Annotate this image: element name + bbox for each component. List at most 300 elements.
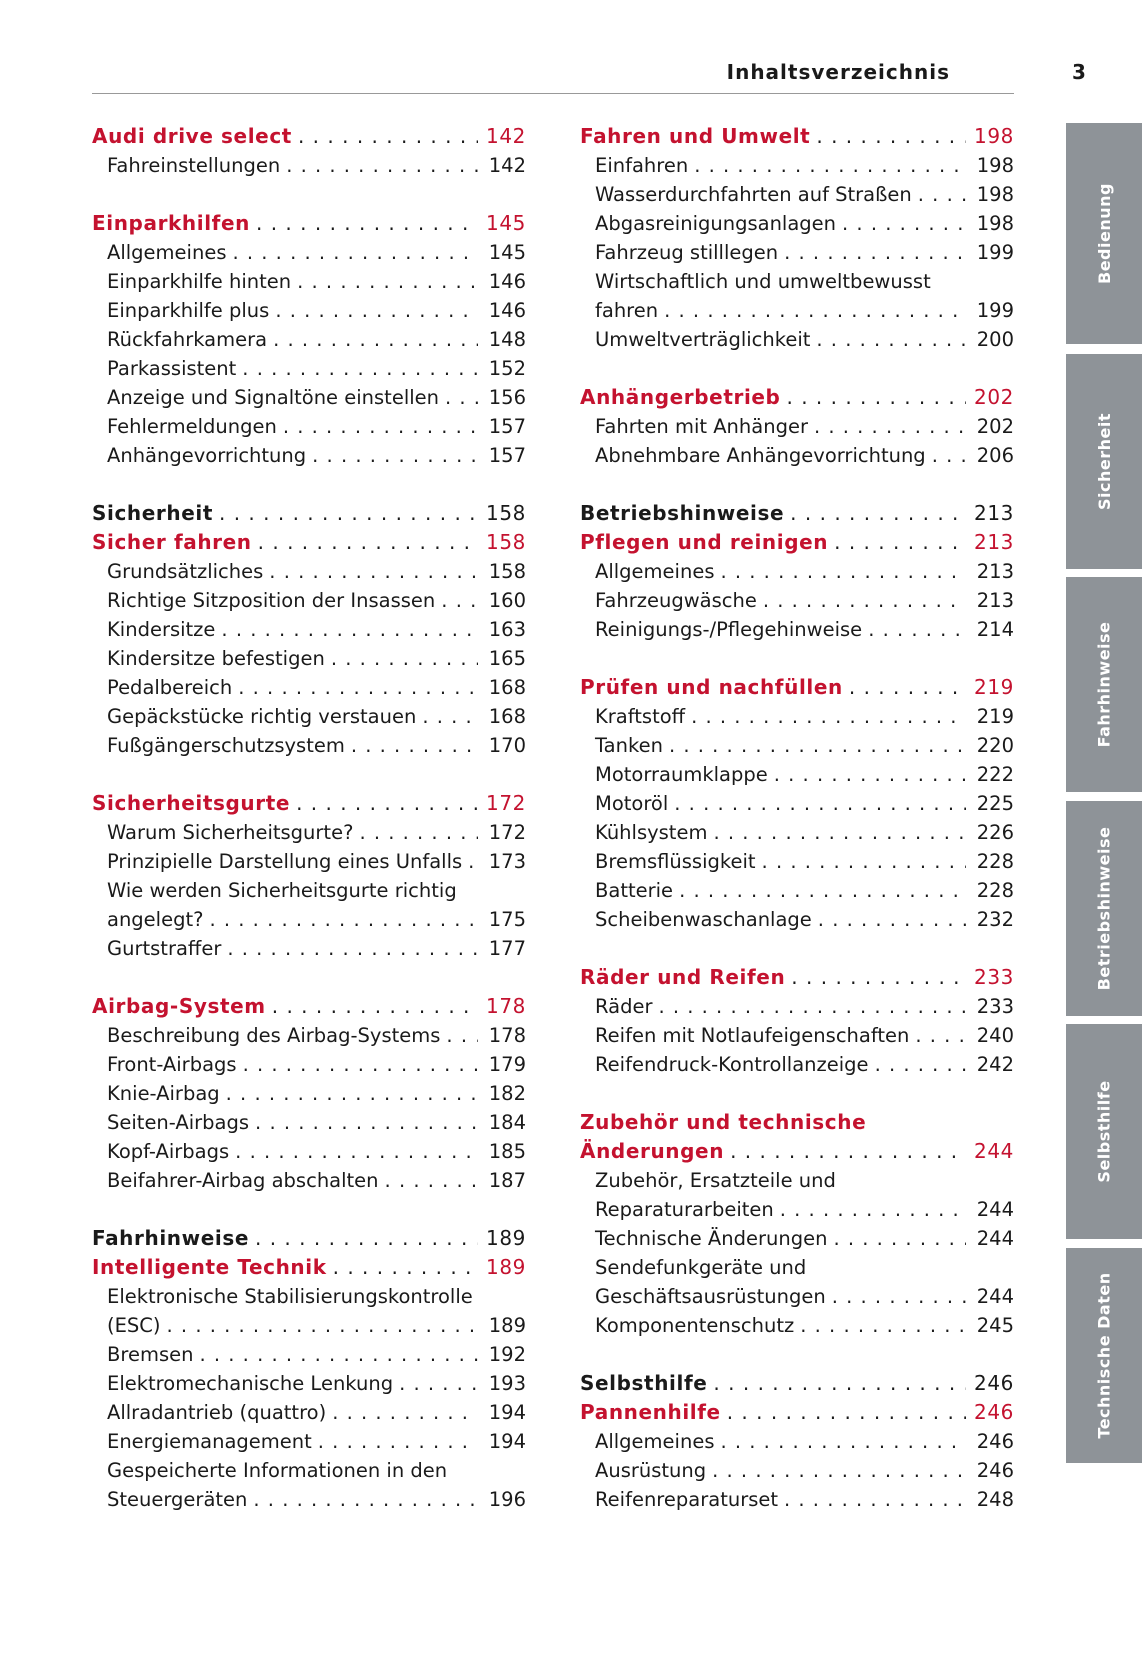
toc-entry-label: fahren xyxy=(595,299,659,322)
toc-entry-label: Fahrzeugwäsche xyxy=(595,589,757,612)
toc-spacer xyxy=(580,354,1014,383)
toc-entry[interactable] xyxy=(92,1021,526,1050)
dot-leader xyxy=(784,238,966,267)
dot-leader xyxy=(842,209,966,238)
dot-leader xyxy=(399,1369,478,1398)
toc-page-number: 248 xyxy=(976,1488,1014,1511)
toc-page-number: 213 xyxy=(974,501,1014,525)
toc-page-number: 240 xyxy=(976,1024,1014,1047)
toc-chapter-heading[interactable] xyxy=(580,1398,1014,1427)
toc-entry-label: Reifendruck-Kontrollanzeige xyxy=(595,1053,869,1076)
toc-entry-label: Gespeicherte Informationen in den xyxy=(107,1459,448,1482)
toc-page-number: 194 xyxy=(488,1430,526,1453)
chapter-tab-bedienung[interactable] xyxy=(1066,123,1142,344)
toc-entry-label: Beschreibung des Airbag-Systems xyxy=(107,1024,441,1047)
toc-page-number: 206 xyxy=(976,444,1014,467)
dot-leader xyxy=(332,1398,478,1427)
dot-leader xyxy=(269,557,478,586)
toc-page-number: 172 xyxy=(488,821,526,844)
dot-leader xyxy=(800,1311,966,1340)
chapter-tab-selbsthilfe[interactable] xyxy=(1066,1024,1142,1239)
toc-entry-label: Selbsthilfe xyxy=(580,1371,708,1395)
toc-page-number: 170 xyxy=(488,734,526,757)
chapter-tab-sicherheit[interactable] xyxy=(1066,354,1142,569)
toc-entry[interactable] xyxy=(92,1340,526,1369)
dot-leader xyxy=(918,180,966,209)
toc-entry-label: Audi drive select xyxy=(92,124,292,148)
dot-leader xyxy=(253,1485,478,1514)
toc-entry[interactable] xyxy=(580,412,1014,441)
toc-page-number: 142 xyxy=(488,154,526,177)
toc-entry-label: Reinigungs-/Pflegehinweise xyxy=(595,618,863,641)
toc-entry[interactable] xyxy=(92,615,526,644)
toc-entry-label: Anhängerbetrieb xyxy=(580,385,781,409)
toc-page-number: 160 xyxy=(488,589,526,612)
toc-entry[interactable] xyxy=(580,296,1014,325)
toc-entry[interactable] xyxy=(92,296,526,325)
dot-leader xyxy=(834,528,966,557)
dot-leader xyxy=(272,992,478,1021)
toc-chapter-heading[interactable] xyxy=(580,528,1014,557)
dot-leader xyxy=(712,1456,966,1485)
toc-entry[interactable] xyxy=(92,383,526,412)
toc-entry-label: Kraftstoff xyxy=(595,705,686,728)
dot-leader xyxy=(818,905,966,934)
toc-page-number: 244 xyxy=(976,1198,1014,1221)
toc-page-number: 199 xyxy=(976,299,1014,322)
toc-page-number: 244 xyxy=(976,1285,1014,1308)
toc-entry-label: Wirtschaftlich und umweltbewusst xyxy=(595,270,931,293)
toc-entry[interactable] xyxy=(580,1021,1014,1050)
dot-leader xyxy=(713,818,966,847)
dot-leader xyxy=(242,354,478,383)
toc-chapter-heading[interactable] xyxy=(92,992,526,1021)
toc-page-number: 148 xyxy=(488,328,526,351)
toc-entry-label: Fahrten mit Anhänger xyxy=(595,415,808,438)
toc-chapter-heading[interactable] xyxy=(580,122,1014,151)
toc-entry[interactable] xyxy=(92,354,526,383)
toc-entry[interactable] xyxy=(580,789,1014,818)
toc-entry[interactable] xyxy=(92,151,526,180)
dot-leader xyxy=(227,934,478,963)
toc-entry-label: Pedalbereich xyxy=(107,676,233,699)
toc-chapter-heading[interactable] xyxy=(92,789,526,818)
toc-page-number: 233 xyxy=(976,995,1014,1018)
toc-page-number: 192 xyxy=(488,1343,526,1366)
toc-entry-label: Reifen mit Notlaufeigenschaften xyxy=(595,1024,910,1047)
toc-entry-label: angelegt? xyxy=(107,908,204,931)
dot-leader xyxy=(780,1195,966,1224)
toc-entry-label: Allradantrieb (quattro) xyxy=(107,1401,327,1424)
toc-page-number: 173 xyxy=(488,850,526,873)
dot-leader xyxy=(256,209,478,238)
toc-entry[interactable] xyxy=(92,1079,526,1108)
header-divider xyxy=(92,93,1014,94)
dot-leader xyxy=(720,1427,966,1456)
toc-page-number: 157 xyxy=(488,415,526,438)
toc-entry[interactable] xyxy=(580,876,1014,905)
toc-entry[interactable] xyxy=(92,557,526,586)
toc-page-number: 228 xyxy=(976,850,1014,873)
toc-entry[interactable] xyxy=(92,1456,526,1485)
dot-leader xyxy=(674,789,966,818)
toc-page-number: 175 xyxy=(488,908,526,931)
toc-entry[interactable] xyxy=(580,441,1014,470)
dot-leader xyxy=(868,615,966,644)
toc-entry-label: Technische Änderungen xyxy=(595,1227,828,1250)
toc-page-number: 196 xyxy=(488,1488,526,1511)
dot-leader xyxy=(238,673,478,702)
toc-entry[interactable] xyxy=(92,586,526,615)
toc-chapter-heading[interactable] xyxy=(580,383,1014,412)
toc-entry-label: Fehlermeldungen xyxy=(107,415,277,438)
dot-leader xyxy=(333,1253,478,1282)
toc-entry[interactable] xyxy=(92,644,526,673)
toc-entry[interactable] xyxy=(580,1166,1014,1195)
toc-page-number: 214 xyxy=(976,618,1014,641)
toc-page-number: 158 xyxy=(486,501,526,525)
toc-entry-label: Intelligente Technik xyxy=(92,1255,327,1279)
toc-page-number: 213 xyxy=(976,560,1014,583)
chapter-tab-label: Bedienung xyxy=(1094,183,1114,284)
toc-entry[interactable] xyxy=(92,731,526,760)
toc-entry[interactable] xyxy=(92,325,526,354)
toc-entry[interactable] xyxy=(580,760,1014,789)
toc-entry-label: Tanken xyxy=(595,734,663,757)
toc-chapter-heading[interactable] xyxy=(92,1224,526,1253)
dot-leader xyxy=(932,441,966,470)
toc-chapter-heading[interactable] xyxy=(92,528,526,557)
toc-page-number: 198 xyxy=(976,183,1014,206)
dot-leader xyxy=(258,528,478,557)
toc-entry[interactable] xyxy=(580,702,1014,731)
chapter-tab-fahrhinweise[interactable] xyxy=(1066,577,1142,792)
dot-leader xyxy=(762,847,966,876)
toc-entry-label: Fahren und Umwelt xyxy=(580,124,811,148)
toc-chapter-heading[interactable] xyxy=(580,1369,1014,1398)
toc-page-number: 213 xyxy=(976,589,1014,612)
toc-entry[interactable] xyxy=(92,412,526,441)
dot-leader xyxy=(441,586,478,615)
toc-page-number: 228 xyxy=(976,879,1014,902)
dot-leader xyxy=(286,151,478,180)
toc-page-number: 146 xyxy=(488,270,526,293)
toc-page-number: 244 xyxy=(974,1139,1014,1163)
dot-leader xyxy=(255,1224,478,1253)
toc-page-number: 178 xyxy=(486,994,526,1018)
toc-page-number: 177 xyxy=(488,937,526,960)
toc-entry[interactable] xyxy=(580,238,1014,267)
toc-page-number: 145 xyxy=(486,211,526,235)
toc-entry[interactable] xyxy=(92,905,526,934)
toc-entry[interactable] xyxy=(580,1311,1014,1340)
toc-page-number: 245 xyxy=(976,1314,1014,1337)
toc-entry-label: Sicherheit xyxy=(92,501,213,525)
toc-page-number: 168 xyxy=(488,676,526,699)
toc-entry-label: Steuergeräten xyxy=(107,1488,248,1511)
dot-leader xyxy=(297,267,478,296)
toc-entry[interactable] xyxy=(92,702,526,731)
dot-leader xyxy=(331,644,478,673)
toc-entry-label: Komponentenschutz xyxy=(595,1314,795,1337)
toc-entry-label: Richtige Sitzposition der Insassen xyxy=(107,589,436,612)
toc-spacer xyxy=(92,470,526,499)
toc-entry[interactable] xyxy=(92,1369,526,1398)
dot-leader xyxy=(814,412,966,441)
toc-entry-label: Zubehör, Ersatzteile und xyxy=(595,1169,836,1192)
toc-page-number: 142 xyxy=(486,124,526,148)
toc-entry[interactable] xyxy=(92,1108,526,1137)
toc-page-number: 246 xyxy=(974,1400,1014,1424)
toc-page-number: 172 xyxy=(486,791,526,815)
toc-page-number: 219 xyxy=(976,705,1014,728)
dot-leader xyxy=(791,963,966,992)
toc-entry-label: Sendefunkgeräte und xyxy=(595,1256,807,1279)
toc-entry[interactable] xyxy=(92,934,526,963)
toc-chapter-heading[interactable] xyxy=(92,499,526,528)
toc-entry-label: Kindersitze befestigen xyxy=(107,647,325,670)
toc-page-number: 232 xyxy=(976,908,1014,931)
dot-leader xyxy=(283,412,478,441)
toc-entry-label: Geschäftsausrüstungen xyxy=(595,1285,826,1308)
dot-leader xyxy=(730,1137,966,1166)
toc-page-number: 220 xyxy=(976,734,1014,757)
toc-entry-label: Räder xyxy=(595,995,653,1018)
toc-entry[interactable] xyxy=(580,209,1014,238)
toc-entry[interactable] xyxy=(580,905,1014,934)
toc-entry-label: Gurtstraffer xyxy=(107,937,222,960)
toc-entry-label: Einparkhilfe hinten xyxy=(107,270,292,293)
toc-entry[interactable] xyxy=(92,847,526,876)
toc-entry-label: Fußgängerschutzsystem xyxy=(107,734,345,757)
toc-chapter-heading[interactable] xyxy=(580,1137,1014,1166)
toc-page-number: 242 xyxy=(976,1053,1014,1076)
toc-entry-label: Sicher fahren xyxy=(92,530,252,554)
dot-leader xyxy=(694,151,966,180)
toc-entry-label: Änderungen xyxy=(580,1139,725,1163)
toc-entry[interactable] xyxy=(92,673,526,702)
dot-leader xyxy=(679,876,966,905)
dot-leader xyxy=(226,1079,478,1108)
toc-page-number: 200 xyxy=(976,328,1014,351)
dot-leader xyxy=(784,1485,966,1514)
toc-chapter-heading[interactable] xyxy=(580,673,1014,702)
toc-entry[interactable] xyxy=(92,1282,526,1311)
toc-page-number: 158 xyxy=(486,530,526,554)
toc-entry[interactable] xyxy=(92,1427,526,1456)
dot-leader xyxy=(221,615,478,644)
toc-entry-label: (ESC) xyxy=(107,1314,161,1337)
dot-leader xyxy=(774,760,966,789)
toc-page-number: 146 xyxy=(488,299,526,322)
toc-entry-label: Prinzipielle Darstellung eines Unfalls xyxy=(107,850,463,873)
toc-page-number: 226 xyxy=(976,821,1014,844)
toc-page-number: 199 xyxy=(976,241,1014,264)
toc-entry-label: Rückfahrkamera xyxy=(107,328,268,351)
chapter-tab-label: Betriebshinweise xyxy=(1094,826,1114,991)
toc-column-right xyxy=(580,122,1014,1514)
toc-page-number: 246 xyxy=(976,1430,1014,1453)
toc-entry[interactable] xyxy=(580,180,1014,209)
toc-spacer xyxy=(580,644,1014,673)
toc-entry[interactable] xyxy=(580,1456,1014,1485)
toc-page-number: 202 xyxy=(976,415,1014,438)
toc-entry-label: Ausrüstung xyxy=(595,1459,707,1482)
chapter-tab-label: Sicherheit xyxy=(1094,413,1114,510)
dot-leader xyxy=(167,1311,478,1340)
dot-leader xyxy=(664,296,966,325)
toc-entry[interactable] xyxy=(92,1485,526,1514)
toc-entry-label: Anzeige und Signaltöne einstellen xyxy=(107,386,440,409)
toc-entry-label: Fahreinstellungen xyxy=(107,154,281,177)
dot-leader xyxy=(209,905,478,934)
dot-leader xyxy=(255,1108,478,1137)
dot-leader xyxy=(422,702,478,731)
toc-page-number: 152 xyxy=(488,357,526,380)
toc-entry-label: Prüfen und nachfüllen xyxy=(580,675,843,699)
dot-leader xyxy=(445,383,478,412)
toc-entry-label: Batterie xyxy=(595,879,674,902)
dot-leader xyxy=(232,238,478,267)
dot-leader xyxy=(658,992,966,1021)
dot-leader xyxy=(468,847,478,876)
toc-entry[interactable] xyxy=(92,1050,526,1079)
toc-page-number: 189 xyxy=(488,1314,526,1337)
toc-entry[interactable] xyxy=(580,731,1014,760)
toc-entry-label: Elektronische Stabilisierungskontrolle xyxy=(107,1285,473,1308)
toc-entry-label: Pannenhilfe xyxy=(580,1400,721,1424)
dot-leader xyxy=(219,499,478,528)
toc-page-number: 193 xyxy=(488,1372,526,1395)
toc-entry-label: Reparaturarbeiten xyxy=(595,1198,774,1221)
toc-entry[interactable] xyxy=(92,818,526,847)
toc-page-number: 168 xyxy=(488,705,526,728)
chapter-tab-label: Technische Daten xyxy=(1094,1272,1114,1439)
toc-entry-label: Motorraumklappe xyxy=(595,763,768,786)
toc-entry[interactable] xyxy=(580,1195,1014,1224)
dot-leader xyxy=(915,1021,966,1050)
dot-leader xyxy=(669,731,966,760)
toc-entry-label: Wie werden Sicherheitsgurte richtig xyxy=(107,879,457,902)
page-number: 3 xyxy=(1072,60,1086,84)
toc-entry-label: Allgemeines xyxy=(595,560,715,583)
toc-entry[interactable] xyxy=(580,557,1014,586)
toc-entry-label: Einparkhilfe plus xyxy=(107,299,270,322)
dot-leader xyxy=(199,1340,478,1369)
dot-leader xyxy=(816,325,966,354)
toc-entry-label: Betriebshinweise xyxy=(580,501,785,525)
toc-chapter-heading[interactable] xyxy=(92,122,526,151)
dot-leader xyxy=(727,1398,966,1427)
toc-entry[interactable] xyxy=(92,1166,526,1195)
chapter-tab-technische-daten[interactable] xyxy=(1066,1248,1142,1463)
dot-leader xyxy=(243,1050,478,1079)
toc-entry[interactable] xyxy=(580,1224,1014,1253)
toc-chapter-heading[interactable] xyxy=(580,1108,1014,1137)
toc-entry[interactable] xyxy=(92,238,526,267)
toc-entry[interactable] xyxy=(580,267,1014,296)
toc-entry[interactable] xyxy=(580,1253,1014,1282)
toc-page-number: 198 xyxy=(976,212,1014,235)
toc-entry[interactable] xyxy=(580,615,1014,644)
toc-entry-label: Warum Sicherheitsgurte? xyxy=(107,821,354,844)
toc-entry[interactable] xyxy=(580,847,1014,876)
toc-page-number: 185 xyxy=(488,1140,526,1163)
toc-entry-label: Beifahrer-Airbag abschalten xyxy=(107,1169,379,1192)
toc-page-number: 145 xyxy=(488,241,526,264)
toc-entry-label: Pflegen und reinigen xyxy=(580,530,829,554)
toc-page-number: 179 xyxy=(488,1053,526,1076)
toc-spacer xyxy=(580,1340,1014,1369)
toc-page-number: 202 xyxy=(974,385,1014,409)
toc-entry[interactable] xyxy=(92,876,526,905)
toc-entry[interactable] xyxy=(92,1137,526,1166)
toc-page-number: 213 xyxy=(974,530,1014,554)
dot-leader xyxy=(833,1224,966,1253)
toc-entry[interactable] xyxy=(92,267,526,296)
toc-page-number: 156 xyxy=(488,386,526,409)
chapter-tab-label: Selbsthilfe xyxy=(1094,1080,1114,1183)
toc-spacer xyxy=(92,1195,526,1224)
toc-entry[interactable] xyxy=(580,1485,1014,1514)
toc-entry[interactable] xyxy=(580,1050,1014,1079)
toc-chapter-heading[interactable] xyxy=(92,1253,526,1282)
dot-leader xyxy=(446,1021,478,1050)
toc-entry[interactable] xyxy=(580,1427,1014,1456)
toc-page-number: 157 xyxy=(488,444,526,467)
toc-entry-label: Wasserdurchfahrten auf Straßen xyxy=(595,183,912,206)
dot-leader xyxy=(763,586,966,615)
toc-entry[interactable] xyxy=(580,151,1014,180)
toc-entry-label: Allgemeines xyxy=(595,1430,715,1453)
toc-entry[interactable] xyxy=(580,325,1014,354)
toc-entry[interactable] xyxy=(92,441,526,470)
toc-entry-label: Fahrzeug stilllegen xyxy=(595,241,779,264)
toc-entry[interactable] xyxy=(580,1282,1014,1311)
toc-chapter-heading[interactable] xyxy=(580,499,1014,528)
toc-page-number: 189 xyxy=(486,1255,526,1279)
toc-page-number: 178 xyxy=(488,1024,526,1047)
toc-page-number: 163 xyxy=(488,618,526,641)
chapter-tab-label: Fahrhinweise xyxy=(1094,621,1114,748)
toc-entry[interactable] xyxy=(580,586,1014,615)
toc-entry-label: Front-Airbags xyxy=(107,1053,237,1076)
toc-entry-label: Airbag-System xyxy=(92,994,266,1018)
toc-page-number: 158 xyxy=(488,560,526,583)
toc-entry[interactable] xyxy=(580,992,1014,1021)
toc-entry[interactable] xyxy=(580,818,1014,847)
toc-chapter-heading[interactable] xyxy=(580,963,1014,992)
toc-entry-label: Einparkhilfen xyxy=(92,211,250,235)
toc-entry[interactable] xyxy=(92,1398,526,1427)
toc-entry[interactable] xyxy=(92,1311,526,1340)
toc-spacer xyxy=(92,963,526,992)
dot-leader xyxy=(298,122,478,151)
toc-page-number: 187 xyxy=(488,1169,526,1192)
dot-leader xyxy=(351,731,478,760)
toc-entry-label: Fahrhinweise xyxy=(92,1226,249,1250)
toc-entry-label: Abnehmbare Anhängevorrichtung xyxy=(595,444,926,467)
toc-page-number: 198 xyxy=(974,124,1014,148)
toc-entry-label: Grundsätzliches xyxy=(107,560,264,583)
chapter-tab-betriebshinweise[interactable] xyxy=(1066,801,1142,1016)
dot-leader xyxy=(875,1050,966,1079)
toc-chapter-heading[interactable] xyxy=(92,209,526,238)
toc-page-number: 219 xyxy=(974,675,1014,699)
dot-leader xyxy=(235,1137,478,1166)
toc-entry-label: Räder und Reifen xyxy=(580,965,786,989)
toc-entry-label: Knie-Airbag xyxy=(107,1082,220,1105)
